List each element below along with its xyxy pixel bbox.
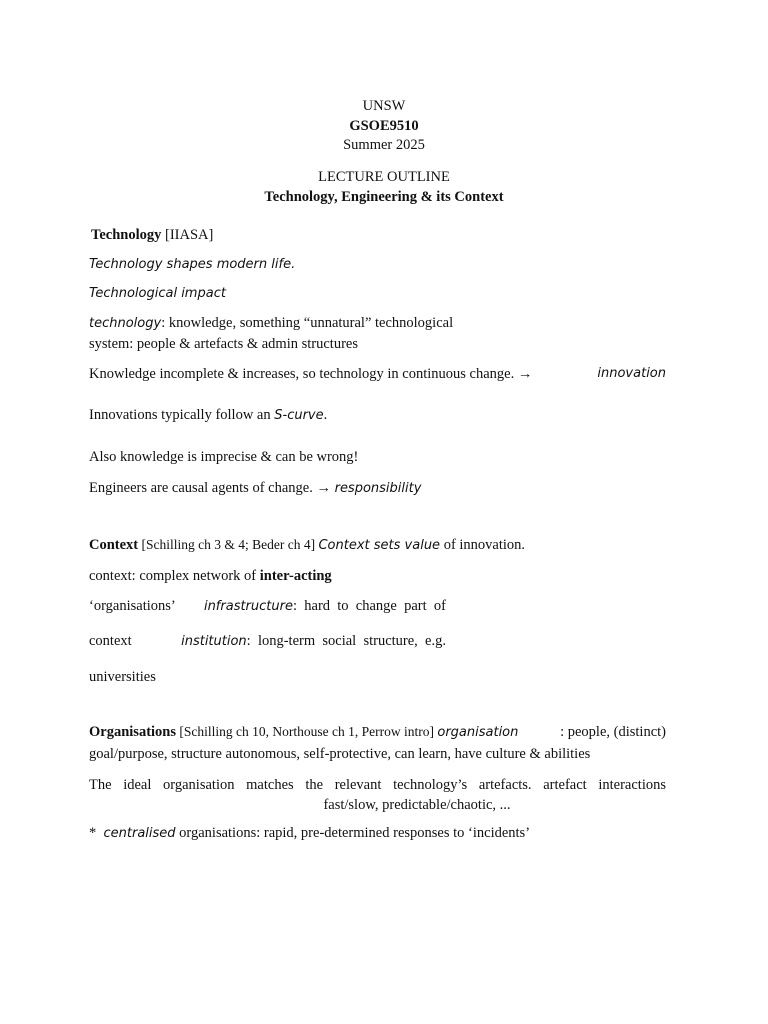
technology-shapes: Technology shapes modern life. — [89, 257, 296, 272]
term: Summer 2025 — [343, 137, 425, 153]
context-institution — [89, 632, 446, 651]
technology-system: system: people & artefacts & admin structures — [89, 336, 358, 352]
technology-ref: [IIASA] — [161, 227, 214, 243]
bullet: * — [89, 825, 97, 841]
context-heading-line — [89, 536, 525, 555]
organisations-heading-line — [89, 723, 666, 742]
context-word: context — [89, 633, 132, 649]
innov-term: S-curve — [274, 408, 324, 423]
network-pre: context: complex network of — [89, 568, 260, 584]
infra-term: infrastructure — [203, 599, 293, 614]
technology-impact: Technological impact — [89, 286, 226, 301]
engineers-text: Engineers are causal agents of change. → — [89, 480, 331, 496]
context-network — [89, 567, 332, 585]
organisations-goal: goal/purpose, structure autonomous, self-protective, can learn, have culture & abilities — [89, 746, 591, 762]
centralised-text: organisations: rapid, pre-determined responses to ‘incidents’ — [175, 825, 531, 841]
context-organisations — [89, 597, 446, 616]
organisations-ideal: The ideal organisation matches the relevant technology’s artefacts. artefact interactions — [89, 777, 666, 793]
technology-imprecise: Also knowledge is imprecise & can be wrong! — [89, 449, 359, 465]
context-ref: [Schilling ch 3 & 4; Beder ch 4] — [138, 537, 319, 552]
org-term: organisation — [437, 725, 519, 740]
institution-text: : long-term social structure, e.g. — [246, 633, 446, 649]
context-heading: Context — [89, 537, 139, 553]
technology-innovations — [89, 406, 327, 425]
organisations-centralised — [89, 824, 530, 843]
organisations-ref: [Schilling ch 10, Northouse ch 1, Perrow intro] — [176, 724, 438, 739]
technology-def-term: technology — [89, 316, 162, 331]
organisations-fast: fast/slow, predictable/chaotic, ... — [323, 797, 511, 813]
context-ref-italic: Context sets value — [318, 538, 441, 553]
technology-heading-line — [91, 226, 213, 244]
innov-pre: Innovations typically follow an — [89, 407, 275, 423]
technology-engineers — [89, 479, 421, 498]
context-universities: universities — [89, 669, 156, 685]
technology-definition — [89, 314, 453, 333]
context-ref-post: of innovation. — [440, 537, 526, 553]
orgs-text: ‘organisations’ — [89, 598, 176, 614]
org-text: : people, (distinct) — [560, 724, 666, 740]
knowledge-term: innovation — [597, 366, 666, 381]
centralised-term: centralised — [103, 826, 176, 841]
technology-knowledge — [89, 365, 666, 383]
doc-title: Technology, Engineering & its Context — [264, 189, 504, 205]
innov-post: . — [323, 407, 328, 423]
course-code: GSOE9510 — [349, 118, 419, 134]
institution-term: institution — [181, 634, 247, 649]
doc-type: LECTURE OUTLINE — [318, 169, 450, 185]
technology-def-text: : knowledge, something “unnatural” technological — [161, 315, 454, 331]
infra-text: : hard to change part of — [292, 598, 446, 614]
network-bold: inter-acting — [259, 568, 332, 584]
knowledge-text: Knowledge incomplete & increases, so technology in continuous change. → — [89, 366, 533, 382]
university-name: UNSW — [362, 98, 406, 114]
technology-heading: Technology — [91, 227, 162, 243]
organisations-heading: Organisations — [89, 724, 177, 740]
engineers-term: responsibility — [334, 481, 422, 496]
